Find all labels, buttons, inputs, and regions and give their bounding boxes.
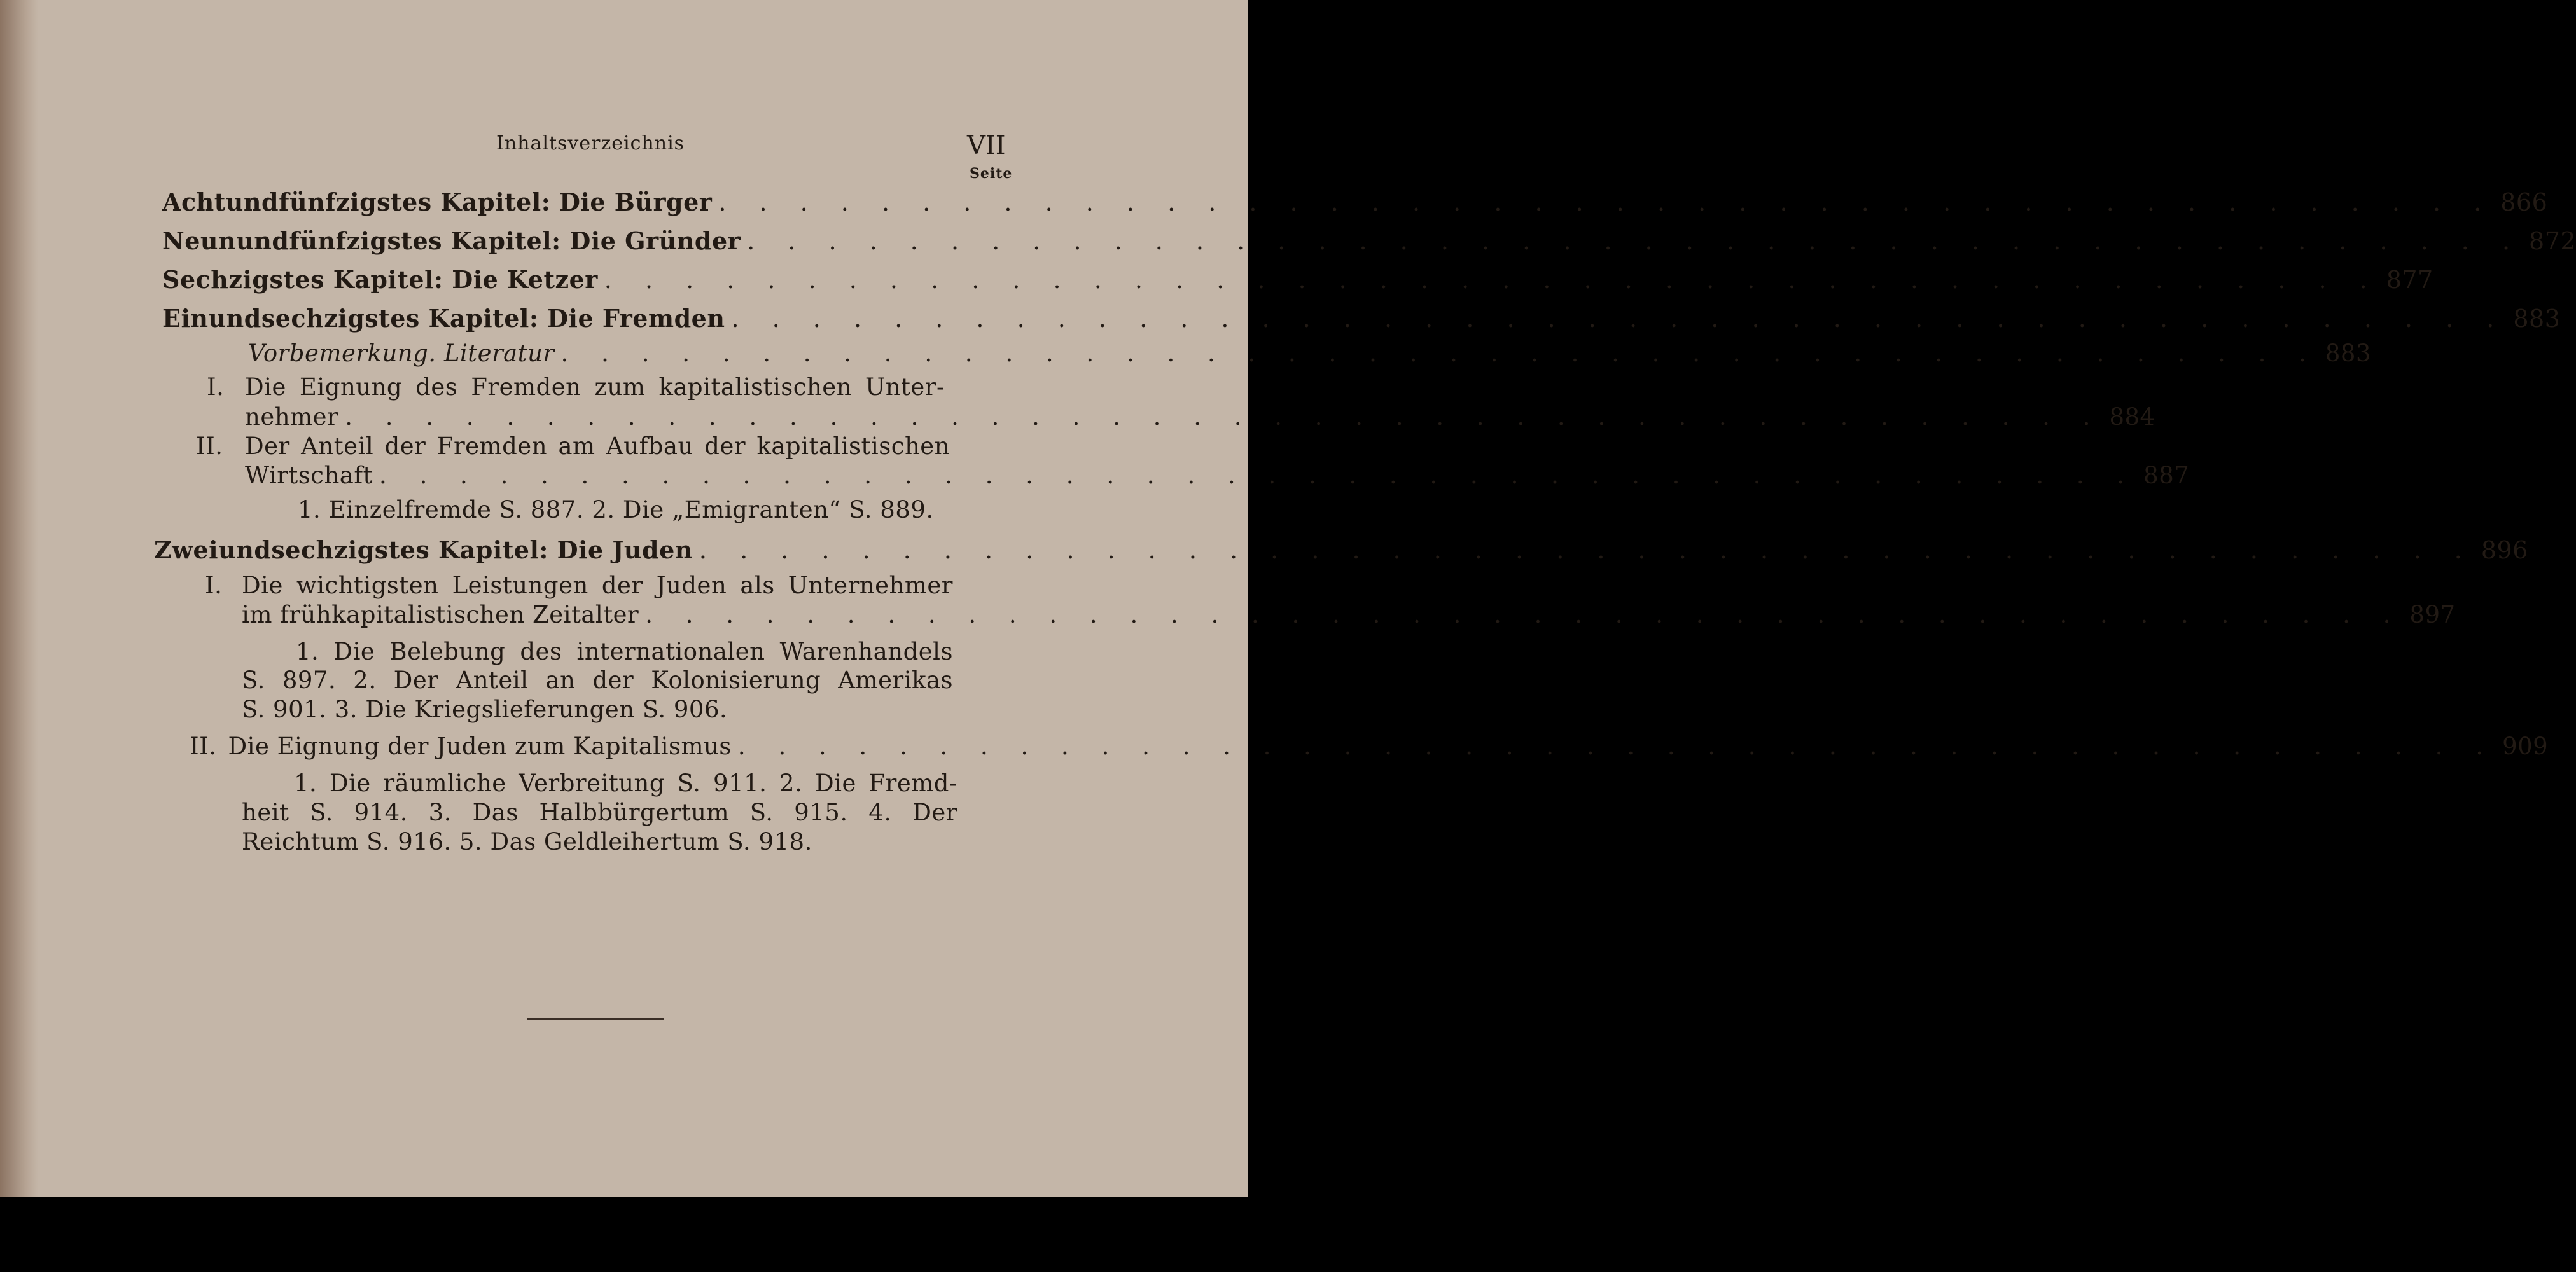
entry-title: Die Eignung der Juden zum Kapitalismus (228, 733, 732, 760)
page-reference: 884 (2109, 403, 2155, 431)
dot-leader: . . . . . . . . . . . . . . . . . . . . . . . . . . . . . . . . . . . . . . . . . . . . (699, 536, 2475, 564)
toc-section-line: Die wichtigsten Leistungen der Juden als Unternehmer (242, 572, 953, 599)
toc-chapter-61[interactable] (162, 304, 2561, 333)
dot-leader: . . . . . . . . . . . . . . . . . . . . . . . . . . . . . . . . . . . . . . . . . . . . (560, 340, 2319, 367)
page-reference: 883 (2325, 340, 2371, 367)
toc-chapter-59[interactable] (162, 226, 2576, 255)
section-numeral: I. (205, 572, 223, 599)
toc-subsection-line: 1. Die Belebung des internationalen Warenhandels (296, 638, 953, 665)
running-header-title: Inhaltsverzeichnis (496, 132, 685, 155)
dot-leader: . . . . . . . . . . . . . . . . . . . . . . . . . . . . . . . . . . . . . . . . . . . . (379, 462, 2138, 489)
toc-chapter-62[interactable] (154, 536, 2528, 564)
section-numeral: II. (196, 432, 223, 460)
toc-section-line: Die Eignung des Fremden zum kapitalistischen Unter- (245, 373, 945, 401)
toc-entry-vorbemerkung[interactable] (248, 340, 2371, 367)
page-reference: 896 (2481, 536, 2528, 564)
section-numeral: II. (190, 733, 217, 760)
entry-title: im frühkapitalistischen Zeitalter (242, 601, 639, 628)
toc-section-line: Der Anteil der Fremden am Aufbau der kapitalistischen (245, 432, 950, 460)
toc-subsection-line: S. 897. 2. Der Anteil an der Kolonisierung Amerikas (242, 667, 953, 694)
toc-chapter-58[interactable] (162, 188, 2548, 216)
chapter-title: Einundsechzigstes Kapitel: Die Fremden (162, 304, 725, 333)
page-reference: 872 (2529, 227, 2576, 255)
toc-section-juden-1[interactable] (242, 601, 2456, 628)
entry-title: Wirtschaft (245, 462, 373, 489)
chapter-title: Zweiundsechzigstes Kapitel: Die Juden (154, 536, 693, 564)
page-gutter-shadow (0, 0, 38, 1197)
toc-section-fremden-1[interactable] (245, 403, 2155, 431)
toc-subsection-line: Reichtum S. 916. 5. Das Geldleihertum S. 918. (242, 828, 812, 855)
chapter-title: Achtundfünfzigstes Kapitel: Die Bürger (162, 188, 713, 216)
toc-subsection-line: 1. Einzelfremde S. 887. 2. Die „Emigranten“ S. 889. (298, 496, 934, 523)
page-reference: 866 (2500, 188, 2548, 216)
toc-subsection-line: 1. Die räumliche Verbreitung S. 911. 2. Die Fremd- (294, 770, 957, 797)
page-number: VII (967, 131, 1006, 160)
toc-chapter-60[interactable] (162, 265, 2433, 294)
dot-leader: . . . . . . . . . . . . . . . . . . . . . . . . . . . . . . . . . . . . . . . . . . . . (645, 601, 2404, 628)
page-reference: 887 (2143, 462, 2190, 489)
toc-subsection-line: heit S. 914. 3. Das Halbbürgertum S. 915. 4. Der (242, 799, 957, 826)
end-rule (527, 1018, 664, 1020)
section-numeral: I. (207, 373, 225, 401)
page-reference: 909 (2502, 733, 2549, 760)
toc-subsection-line: S. 901. 3. Die Kriegslieferungen S. 906. (242, 696, 728, 723)
dot-leader: . . . . . . . . . . . . . . . . . . . . . . . . . . . . . . . . . . . . . . . . . . . . (345, 403, 2103, 431)
dot-leader: . . . . . . . . . . . . . . . . . . . . . . . . . . . . . . . . . . . . . . . . . . . . (747, 227, 2523, 255)
entry-title: nehmer (245, 403, 339, 431)
page-reference: 883 (2513, 305, 2561, 333)
dot-leader: . . . . . . . . . . . . . . . . . . . . . . . . . . . . . . . . . . . . . . . . . . . . (718, 188, 2495, 216)
page-column-label: Seite (970, 165, 1013, 182)
page-reference: 877 (2386, 266, 2433, 294)
toc-section-juden-2[interactable] (190, 733, 2549, 760)
dot-leader: . . . . . . . . . . . . . . . . . . . . . . . . . . . . . . . . . . . . . . . . . . . . (737, 733, 2496, 760)
chapter-title: Neunundfünfzigstes Kapitel: Die Gründer (162, 226, 741, 255)
page-reference: 897 (2409, 601, 2456, 628)
toc-section-fremden-2[interactable] (245, 462, 2190, 489)
dot-leader: . . . . . . . . . . . . . . . . . . . . . . . . . . . . . . . . . . . . . . . . . . . . (604, 266, 2380, 294)
chapter-title: Sechzigstes Kapitel: Die Ketzer (162, 265, 598, 294)
entry-title: Vorbemerkung. Literatur (248, 340, 555, 367)
dot-leader: . . . . . . . . . . . . . . . . . . . . . . . . . . . . . . . . . . . . . . . . . . . . (731, 305, 2507, 333)
